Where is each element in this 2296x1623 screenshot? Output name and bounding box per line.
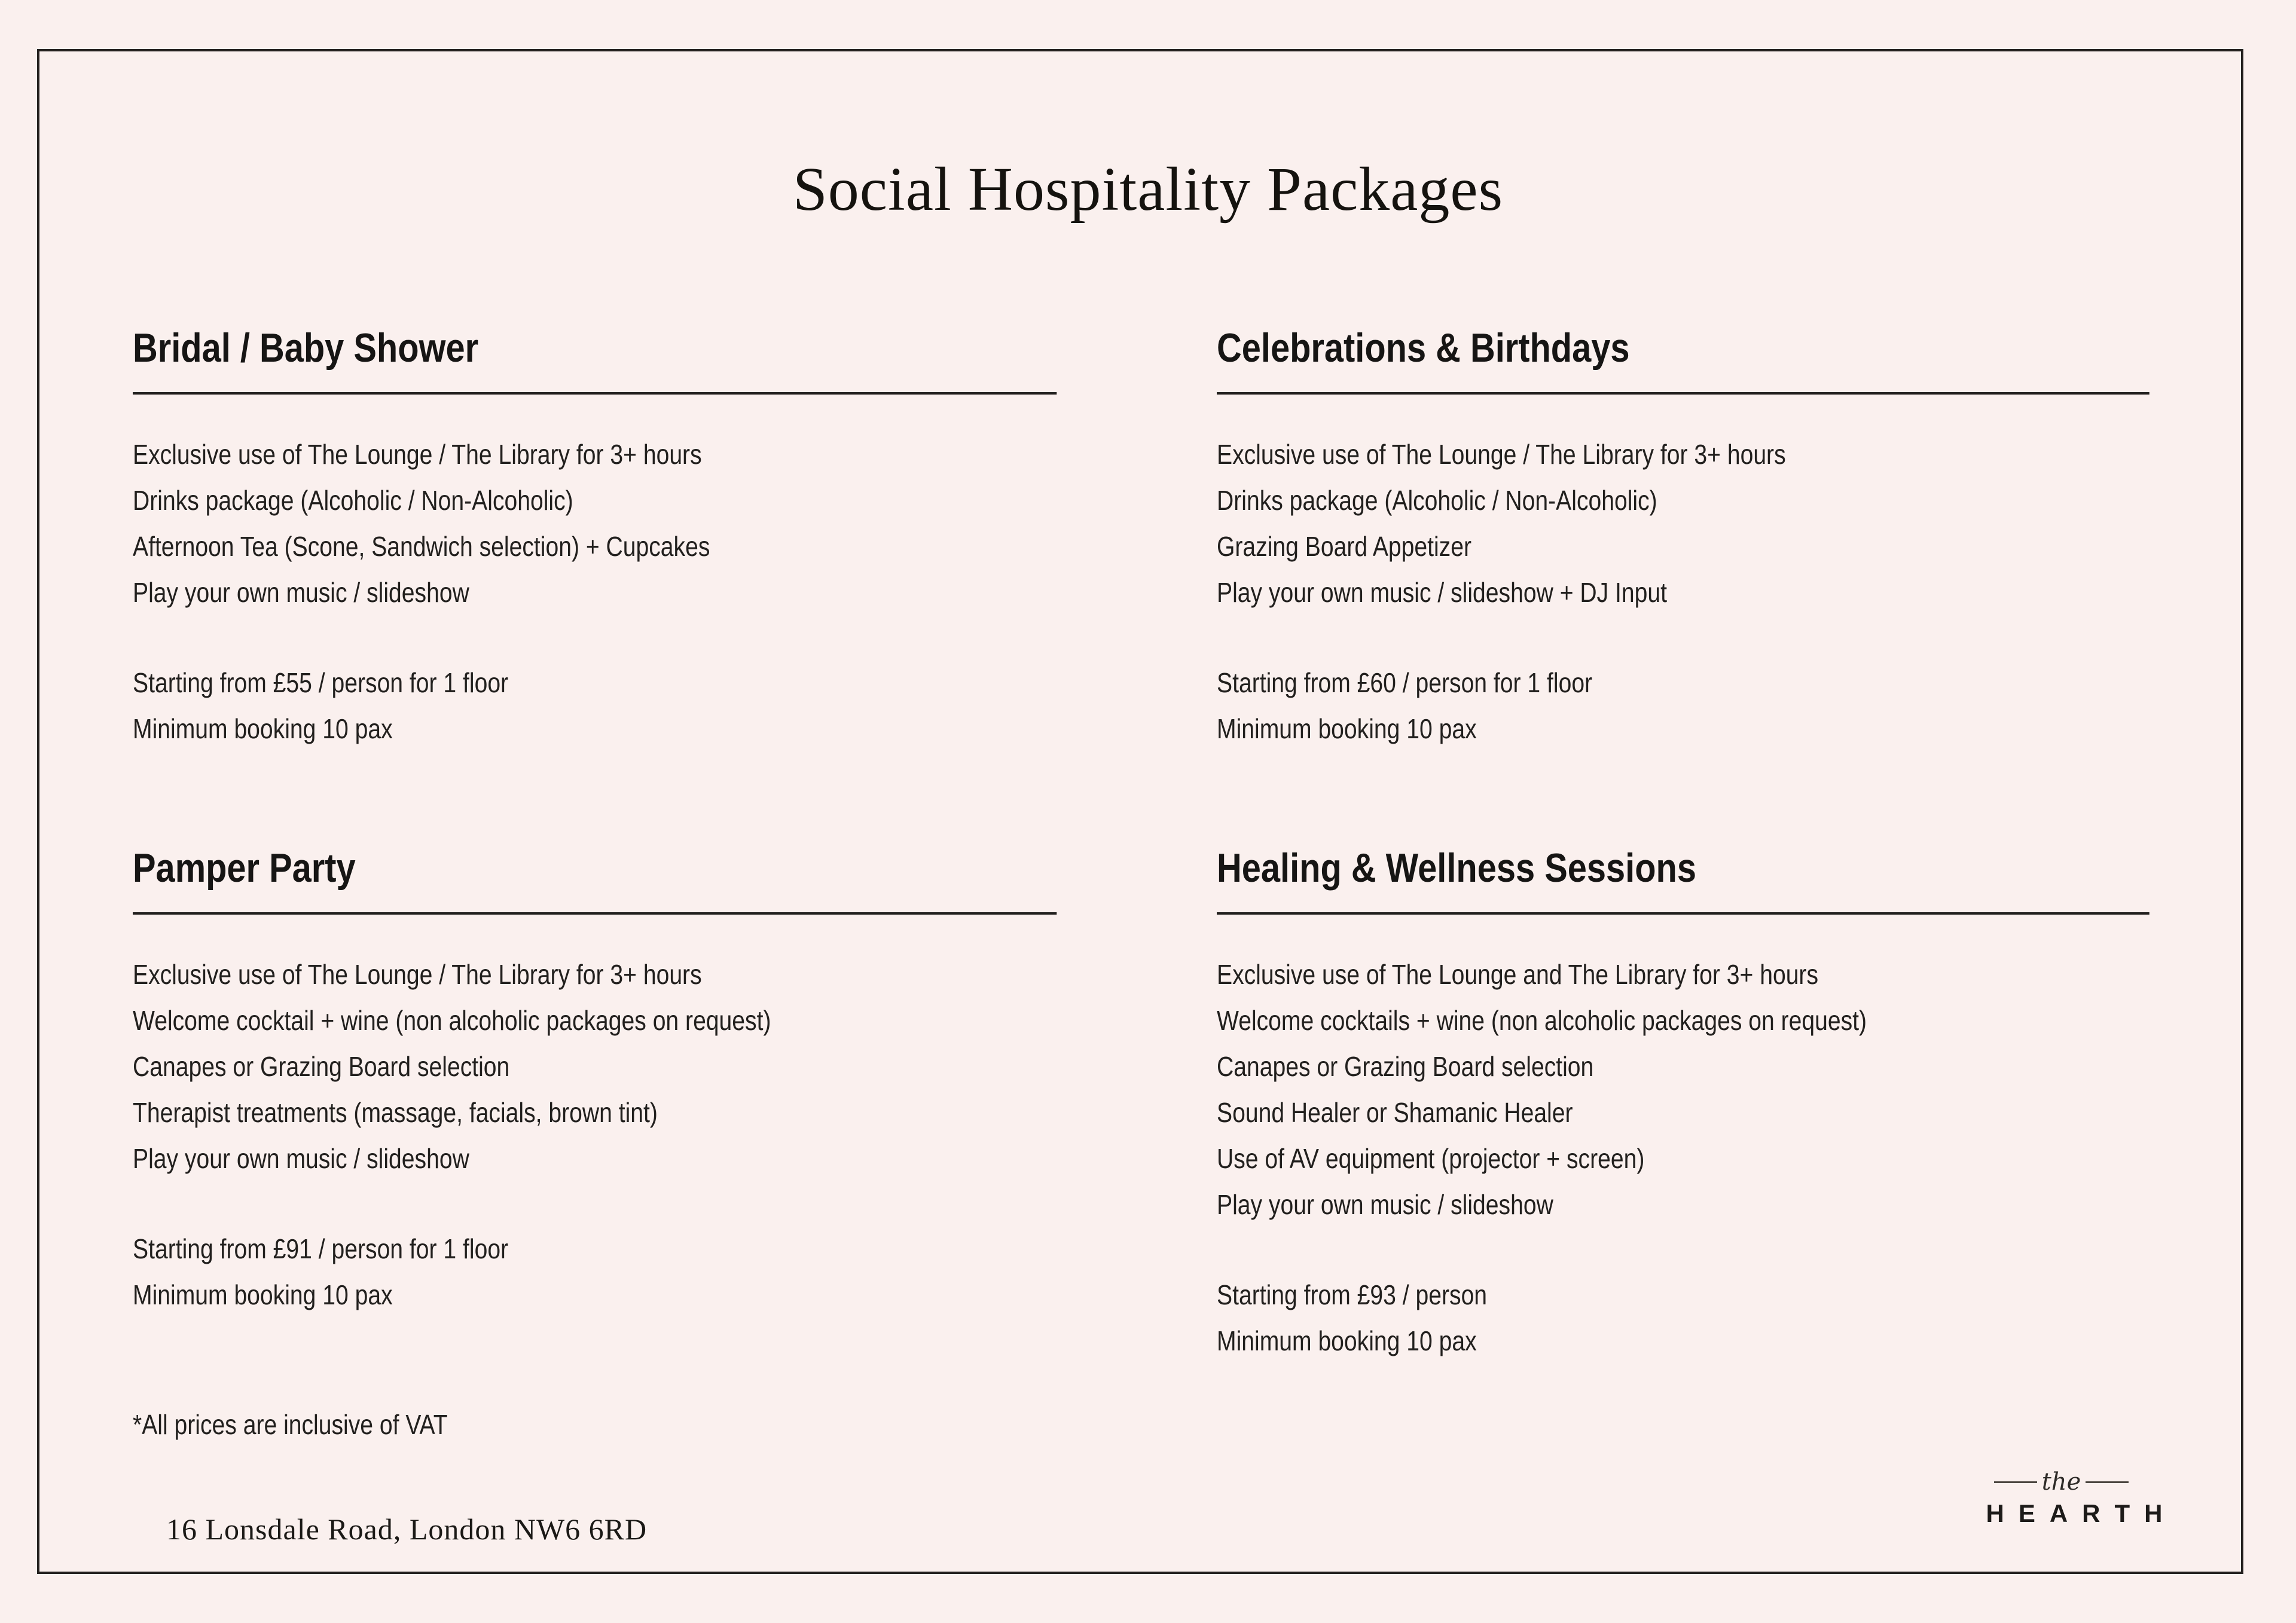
package-item: Welcome cocktail + wine (non alcoholic packages on request) [133, 1005, 771, 1036]
logo-flourish-right-line [2086, 1481, 2129, 1483]
section-divider [133, 912, 1057, 915]
package-item: Play your own music / slideshow [133, 577, 469, 608]
right-column [1217, 325, 2150, 1364]
pricing-line: Minimum booking 10 pax [133, 1279, 393, 1310]
section-title: Bridal / Baby Shower [133, 325, 479, 371]
pricing-line: Starting from £55 / person for 1 floor [133, 667, 509, 698]
pricing [133, 1226, 1057, 1318]
package-item: Grazing Board Appetizer [1217, 531, 1471, 562]
package-item: Drinks package (Alcoholic / Non-Alcoholic) [1217, 485, 1657, 516]
package-item: Exclusive use of The Lounge / The Library for 3+ hours [133, 439, 702, 470]
package-items [133, 432, 1057, 616]
section-divider [133, 392, 1057, 395]
pricing-line: Minimum booking 10 pax [1217, 1325, 1477, 1356]
pricing [1217, 1272, 2150, 1364]
package-item: Play your own music / slideshow [133, 1143, 469, 1174]
pricing-line: Starting from £93 / person [1217, 1279, 1488, 1310]
package-item: Sound Healer or Shamanic Healer [1217, 1097, 1573, 1128]
section-pamper-party [133, 845, 1057, 1318]
package-item: Canapes or Grazing Board selection [133, 1051, 510, 1082]
package-item: Play your own music / slideshow [1217, 1189, 1553, 1220]
package-item: Exclusive use of The Lounge and The Library for 3+ hours [1217, 959, 1819, 990]
package-item: Use of AV equipment (projector + screen) [1217, 1143, 1645, 1174]
section-celebrations-birthdays [1217, 325, 2150, 752]
logo-flourish [1970, 1469, 2152, 1494]
package-items [1217, 432, 2150, 616]
pricing-line: Minimum booking 10 pax [1217, 713, 1477, 744]
package-item: Exclusive use of The Lounge / The Library for 3+ hours [133, 959, 702, 990]
logo-the-script: the [2041, 1468, 2081, 1496]
logo-wordmark: HEARTH [1986, 1499, 2177, 1527]
pricing-line: Starting from £91 / person for 1 floor [133, 1233, 509, 1264]
package-item: Drinks package (Alcoholic / Non-Alcoholic) [133, 485, 573, 516]
pricing-line: Minimum booking 10 pax [133, 713, 393, 744]
package-item: Exclusive use of The Lounge / The Library for 3+ hours [1217, 439, 1786, 470]
section-divider [1217, 912, 2150, 915]
pricing-line: Starting from £60 / person for 1 floor [1217, 667, 1593, 698]
package-items [133, 952, 1057, 1182]
package-item: Play your own music / slideshow + DJ Input [1217, 577, 1668, 608]
page-title: Social Hospitality Packages [792, 155, 1504, 224]
section-title: Celebrations & Birthdays [1217, 325, 1630, 371]
section-bridal-baby-shower [133, 325, 1057, 752]
left-column [133, 325, 1057, 1448]
section-divider [1217, 392, 2150, 395]
hearth-logo [1970, 1469, 2185, 1528]
package-item: Canapes or Grazing Board selection [1217, 1051, 1594, 1082]
pricing [1217, 660, 2150, 752]
package-item: Afternoon Tea (Scone, Sandwich selection) + Cupcakes [133, 531, 710, 562]
package-item: Therapist treatments (massage, facials, brown tint) [133, 1097, 658, 1128]
section-title: Healing & Wellness Sessions [1217, 845, 1697, 891]
package-items [1217, 952, 2150, 1228]
section-healing-wellness [1217, 845, 2150, 1364]
package-item: Welcome cocktails + wine (non alcoholic packages on request) [1217, 1005, 1867, 1036]
pricing [133, 660, 1057, 752]
section-title: Pamper Party [133, 845, 356, 891]
address: 16 Lonsdale Road, London NW6 6RD [166, 1512, 648, 1546]
vat-note: *All prices are inclusive of VAT [133, 1409, 448, 1440]
logo-flourish-left-line [1994, 1481, 2037, 1483]
